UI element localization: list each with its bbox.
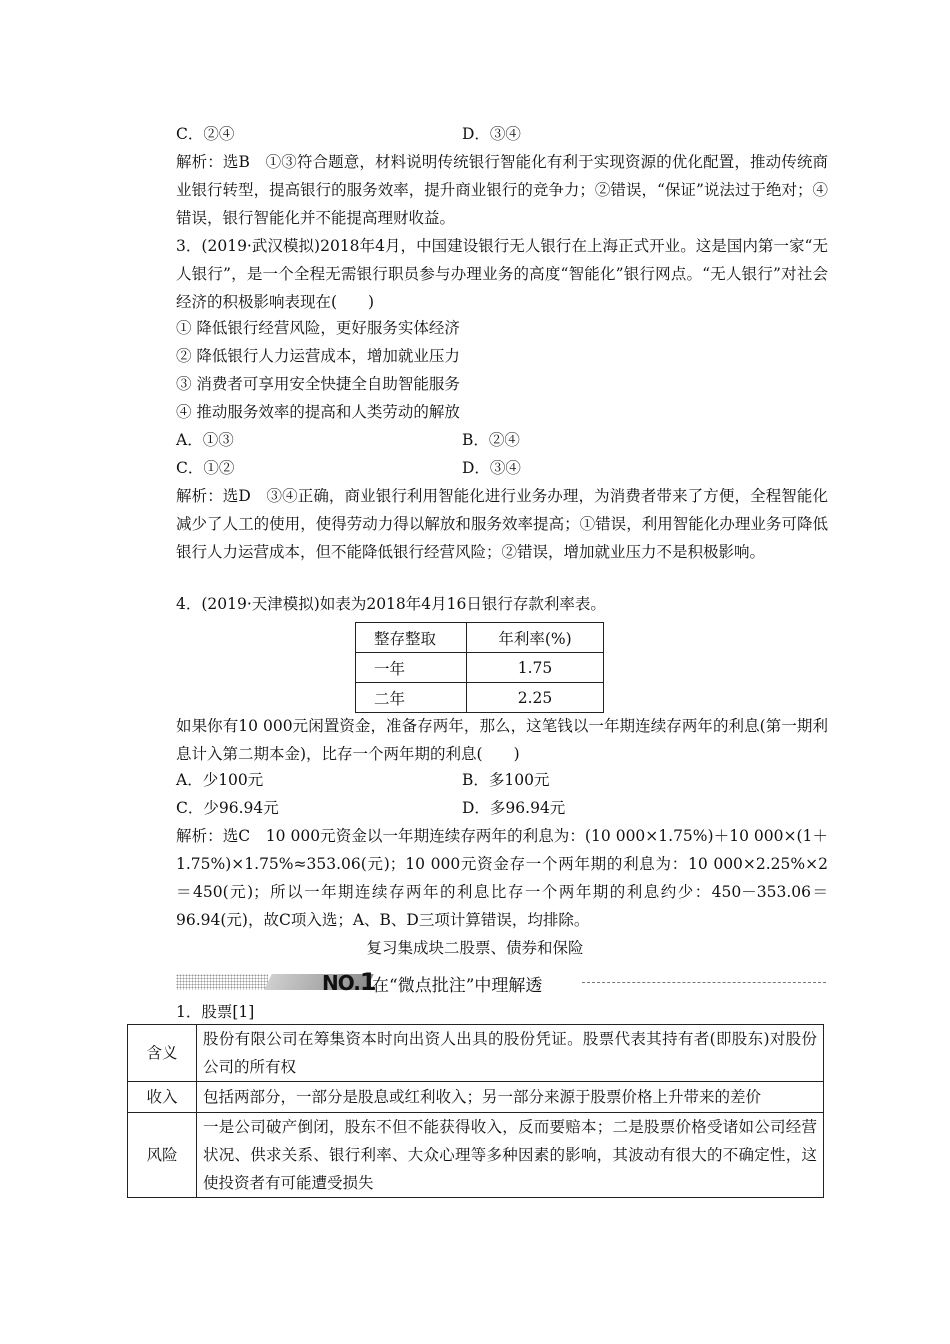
q4-question: 如果你有10 000元闲置资金，准备存两年，那么，这笔钱以一年期连续存两年的利息(第一期利息计入第二期本金)，比存一个两年期的利息( ) <box>176 717 828 763</box>
q3-analysis: 解析：选D ③④正确，商业银行利用智能化进行业务办理，为消费者带来了方便，全程智能化减少了人工的使用，使得劳动力得以解放和服务效率提高；①错误，利用智能化办理业务可降低银行人力运营成本，但不能降低银行经营风险；②错误，增加就业压力不是积极影响。 <box>176 487 828 561</box>
table-cell: 一年 <box>356 653 467 683</box>
q3-item-4: ④ 推动服务效率的提高和人类劳动的解放 <box>176 403 460 421</box>
q3-stem: 3．(2019·武汉模拟)2018年4月，中国建设银行无人银行在上海正式开业。这是国内第一家“无人银行”，是一个全程无需银行职员参与办理业务的高度“智能化”银行网点。“无人银行”对社会经济的积极影响表现在( ) <box>176 237 828 311</box>
q3-item-1: ① 降低银行经营风险，更好服务实体经济 <box>176 319 460 337</box>
table-header-cell: 整存整取 <box>356 623 467 653</box>
banner-no-label: NO. <box>322 971 360 995</box>
interest-rate-table <box>355 622 604 713</box>
q4-stem: 4．(2019·天津模拟)如表为2018年4月16日银行存款利率表。 <box>176 595 606 613</box>
stock-heading: 1．股票[1] <box>176 1003 255 1021</box>
section-banner <box>176 968 826 998</box>
banner-no-digit: 1 <box>359 968 376 996</box>
table-key-cell: 收入 <box>128 1082 197 1113</box>
q3-option-b: B．②④ <box>462 431 520 449</box>
table-row <box>356 683 604 713</box>
banner-dot-pattern <box>176 974 268 990</box>
table-row <box>128 1082 824 1113</box>
q3-option-c: C．①② <box>176 459 235 477</box>
table-value-cell: 包括两部分，一部分是股息或红利收入；另一部分来源于股票价格上升带来的差价 <box>197 1082 824 1113</box>
q2-option-c: C．②④ <box>176 125 235 143</box>
stock-table <box>127 1024 824 1198</box>
table-row <box>356 623 604 653</box>
q3-item-2: ② 降低银行人力运营成本，增加就业压力 <box>176 347 460 365</box>
banner-text: 在“微点批注”中理解透 <box>372 976 543 996</box>
section-title: 复习集成块二股票、债券和保险 <box>366 939 584 957</box>
q4-option-d: D．多96.94元 <box>462 799 566 817</box>
table-value-cell: 一是公司破产倒闭，股东不但不能获得收入，反而要赔本；二是股票价格受诸如公司经营状况、供求关系、银行利率、大众心理等多种因素的影响，其波动有很大的不确定性，这使投资者有可能遭受损失 <box>197 1113 824 1198</box>
q3-option-a: A．①③ <box>176 431 234 449</box>
table-header-cell: 年利率(%) <box>467 623 604 653</box>
banner-number <box>322 968 376 996</box>
table-key-cell: 风险 <box>128 1113 197 1198</box>
q4-option-a: A．少100元 <box>176 771 264 789</box>
q3-item-3: ③ 消费者可享用安全快捷全自助智能服务 <box>176 375 460 393</box>
table-row <box>128 1025 824 1082</box>
table-row <box>128 1113 824 1198</box>
q4-analysis: 解析：选C 10 000元资金以一年期连续存两年的利息为：(10 000×1.75%)＋10 000×(1＋1.75%)×1.75%≈353.06(元)；10 000元资金存一个两年期的利息为：10 000×2.25%×2＝450(元)；所以一年期连续存两年的利息比存一个两年期的利息约少：450－353.06＝96.94(元)，故C项入选；A、B、D三项计算错误，均排除。 <box>176 827 828 929</box>
q4-option-c: C．少96.94元 <box>176 799 279 817</box>
banner-dashed-line <box>582 982 826 983</box>
table-cell: 1.75 <box>467 653 604 683</box>
q3-option-d: D．③④ <box>462 459 521 477</box>
table-key-cell: 含义 <box>128 1025 197 1082</box>
table-cell: 二年 <box>356 683 467 713</box>
q2-option-d: D．③④ <box>462 125 521 143</box>
table-row <box>356 653 604 683</box>
table-cell: 2.25 <box>467 683 604 713</box>
q2-analysis: 解析：选B ①③符合题意，材料说明传统银行智能化有利于实现资源的优化配置，推动传统商业银行转型，提高银行的服务效率，提升商业银行的竞争力；②错误，“保证”说法过于绝对；④错误，银行智能化并不能提高理财收益。 <box>176 153 828 227</box>
q4-option-b: B．多100元 <box>462 771 550 789</box>
table-value-cell: 股份有限公司在筹集资本时向出资人出具的股份凭证。股票代表其持有者(即股东)对股份公司的所有权 <box>197 1025 824 1082</box>
